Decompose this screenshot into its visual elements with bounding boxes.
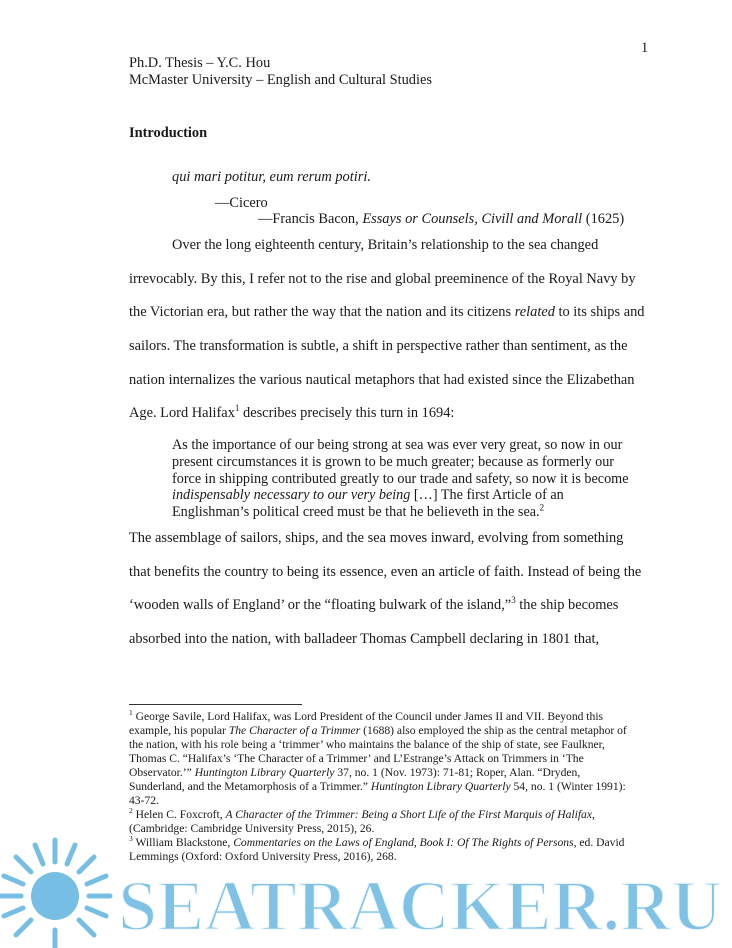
block-quote-line: present circumstances it is grown to be much greater; because as formerly our [172,454,615,470]
watermark-text: SEATRACKER.RU [118,866,722,946]
epigraph-attribution-bacon: —Francis Bacon, Essays or Counsels, Civill and Morall (1625) [258,211,625,227]
footnote-2-line: (Cambridge: Cambridge University Press, 2015), 26. [129,822,375,835]
body-line: the Victorian era, but rather the way that the nation and its citizens related to its ships and [129,304,645,320]
body-line: Over the long eighteenth century, Britain’s relationship to the sea changed [172,237,599,253]
footnote-1-line: Thomas C. “Halifax’s ‘The Character of a Trimmer’ and L’Estrange’s Attack on Trimmers in ‘The [129,752,584,765]
section-heading: Introduction [129,125,208,141]
footnote-separator [129,704,302,705]
body-line: absorbed into the nation, with balladeer Thomas Campbell declaring in 1801 that, [129,631,600,647]
body-line: sailors. The transformation is subtle, a shift in perspective rather than sentiment, as the [129,338,628,354]
body-line: irrevocably. By this, I refer not to the rise and global preeminence of the Royal Navy by [129,271,636,287]
footnote-3-line: Lemmings (Oxford: Oxford University Press, 2016), 268. [129,850,397,863]
body-line: Age. Lord Halifax$^1$ describes precisely this turn in 1694: [129,403,455,421]
block-quote-line: indispensably necessary to our very being […] The first Article of an [172,487,564,503]
watermark [0,836,732,948]
footnote-1-line: 43-72. [129,794,159,807]
footnote-1-line: Observator.’” Huntington Library Quarterly 37, no. 1 (Nov. 1973): 71-81; Roper, Alan. “Dryden, [129,766,581,779]
body-line: The assemblage of sailors, ships, and the sea moves inward, evolving from something [129,530,624,546]
footnote-1: $^1$ George Savile, Lord Halifax, was Lord President of the Council under James II and VII. Beyond this [129,708,604,723]
footnote-3: $^3$ William Blackstone, Commentaries on the Laws of England, Book I: Of The Rights of Persons, ed. David [129,834,625,849]
running-header-line-1: Ph.D. Thesis – Y.C. Hou [129,55,271,71]
footnote-ref-2: 2 [539,502,545,513]
epigraph-attribution-cicero: —Cicero [215,195,268,211]
footnote-1-line: Sunderland, and the Metamorphosis of a Trimmer.” Huntington Library Quarterly 54, no. 1 (Winter 1991): [129,780,626,793]
footnote-ref-3: 3 [511,595,516,606]
body-line: ‘wooden walls of England’ or the “floating bulwark of the island,”$^3$ the ship becomes [129,595,619,613]
body-line: nation internalizes the various nautical metaphors that had existed since the Elizabethan [129,372,635,388]
footnote-1-line: example, his popular The Character of a Trimmer (1688) also employed the ship as the central metaphor of [129,724,627,737]
epigraph-quote: qui mari potitur, eum rerum potiri. [172,169,371,185]
block-quote-line: Englishman’s political creed must be that he believeth in the sea.$^2$ [172,502,545,520]
footnote-1-line: the nation, with his role being a ‘trimmer’ who maintains the balance of the ship of state, see Faulkner, [129,738,605,751]
footnote-2: $^2$ Helen C. Foxcroft, A Character of the Trimmer: Being a Short Life of the First Marquis of Halifax, [129,806,595,821]
sun-logo-icon [0,840,110,948]
running-header-line-2: McMaster University – English and Cultural Studies [129,72,432,88]
block-quote-line: As the importance of our being strong at sea was ever very great, so now in our [172,437,623,453]
footnote-ref-1: 1 [234,403,240,414]
body-line: that benefits the country to being its essence, even an article of faith. Instead of being the [129,564,642,580]
page-number: 1 [641,40,649,56]
block-quote-line: force in shipping contributed greatly to our trade and safety, so now it is become [172,471,629,487]
